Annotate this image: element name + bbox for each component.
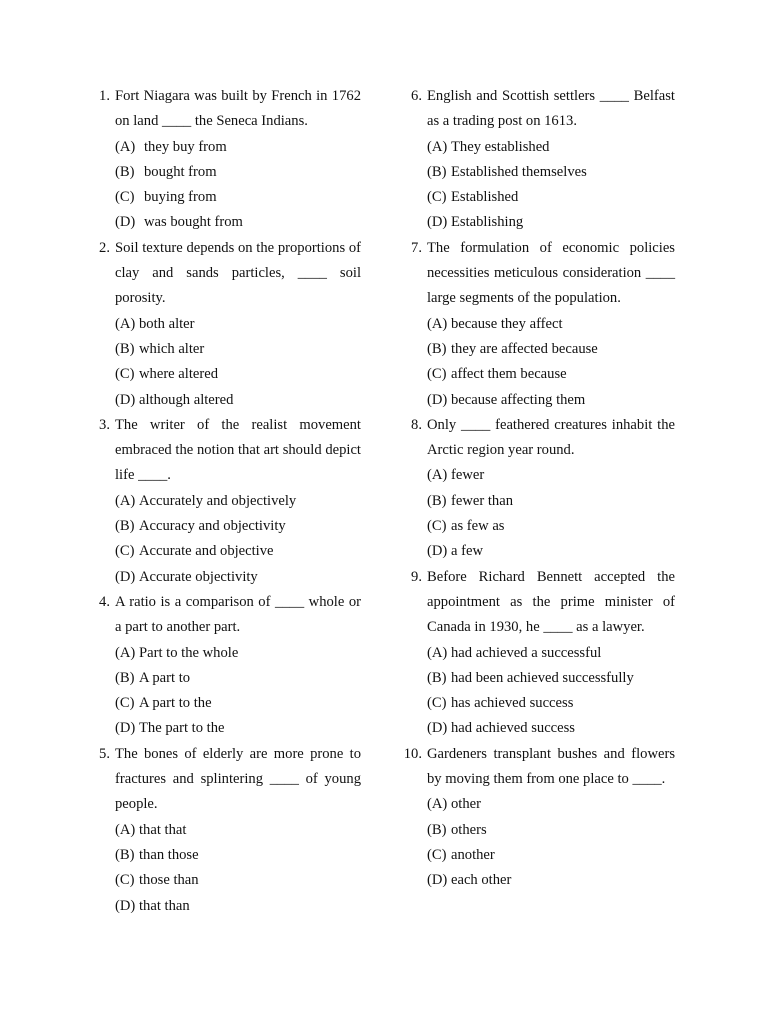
option-a[interactable]: (A) because they affect	[427, 315, 563, 332]
option-c[interactable]: (C) where altered	[115, 366, 218, 383]
question-4	[86, 590, 361, 742]
left-column	[86, 84, 361, 919]
question-10	[398, 742, 675, 894]
option-d[interactable]: (D) because affecting them	[427, 391, 586, 408]
option-b[interactable]: (B) than those	[115, 846, 199, 863]
option-a[interactable]: (A) Part to the whole	[115, 644, 239, 661]
option-b[interactable]: (B) A part to	[115, 669, 191, 686]
option-d[interactable]: (D) The part to the	[115, 720, 225, 737]
option-c[interactable]: (C) has achieved success	[427, 695, 574, 712]
option-b[interactable]: (B) they are affected because	[427, 340, 598, 357]
question-stem: Gardeners transplant bushes and flowers by moving them from one place to ____.	[427, 745, 675, 788]
question-stem: Only ____ feathered creatures inhabit the Arctic region year round.	[427, 416, 675, 459]
option-d[interactable]: (D) Accurate objectivity	[115, 568, 258, 585]
option-a[interactable]: (A) that that	[115, 821, 187, 838]
right-column	[398, 84, 675, 894]
option-d[interactable]: (D) although altered	[115, 391, 234, 408]
question-5	[86, 742, 361, 919]
question-9	[398, 565, 675, 742]
question-number: 9.	[411, 568, 422, 585]
question-number: 10.	[403, 745, 422, 762]
option-d[interactable]: (D) a few	[427, 543, 484, 560]
option-a[interactable]: (A) they buy from	[115, 138, 227, 155]
question-stem: Fort Niagara was built by French in 1762 on land ____ the Seneca Indians.	[115, 88, 361, 130]
option-b[interactable]: (B) others	[427, 821, 487, 838]
option-c[interactable]: (C) Accurate and objective	[115, 543, 274, 560]
option-c[interactable]: (C) A part to the	[115, 695, 212, 712]
question-8	[398, 413, 675, 565]
question-number: 6.	[411, 88, 422, 104]
question-stem: A ratio is a comparison of ____ whole or a part to another part.	[115, 593, 361, 636]
option-d[interactable]: (D) that than	[115, 897, 190, 914]
option-a[interactable]: (A) both alter	[115, 315, 195, 332]
option-c[interactable]: (C) buying from	[115, 189, 217, 206]
option-c[interactable]: (C) as few as	[427, 518, 505, 535]
option-b[interactable]: (B) Established themselves	[427, 163, 587, 180]
option-b[interactable]: (B) Accuracy and objectivity	[115, 518, 286, 535]
question-number: 3.	[99, 416, 110, 433]
question-7	[398, 236, 675, 413]
question-stem: English and Scottish settlers ____ Belfast as a trading post on 1613.	[427, 88, 675, 130]
option-b[interactable]: (B) fewer than	[427, 492, 513, 509]
option-a[interactable]: (A) had achieved a successful	[427, 644, 602, 661]
question-6	[398, 84, 675, 236]
question-number: 1.	[99, 88, 110, 104]
option-b[interactable]: (B) had been achieved successfully	[427, 669, 634, 686]
option-b[interactable]: (B) bought from	[115, 163, 217, 180]
option-d[interactable]: (D) was bought from	[115, 214, 243, 231]
option-c[interactable]: (C) those than	[115, 872, 199, 889]
option-c[interactable]: (C) Established	[427, 189, 519, 206]
question-number: 7.	[411, 239, 422, 256]
option-c[interactable]: (C) another	[427, 846, 495, 863]
option-d[interactable]: (D) each other	[427, 872, 512, 889]
question-stem: Before Richard Bennett accepted the appointment as the prime minister of Canada in 1930, he ____ as a lawyer.	[427, 568, 675, 636]
option-b[interactable]: (B) which alter	[115, 340, 205, 357]
question-number: 2.	[99, 239, 110, 256]
question-3	[86, 413, 361, 590]
question-2	[86, 236, 361, 413]
option-d[interactable]: (D) had achieved success	[427, 720, 575, 737]
option-a[interactable]: (A) They established	[427, 138, 550, 155]
question-number: 4.	[99, 593, 110, 610]
option-a[interactable]: (A) fewer	[427, 467, 485, 484]
question-stem: The writer of the realist movement embraced the notion that art should depict life ____.	[115, 416, 361, 484]
option-a[interactable]: (A) Accurately and objectively	[115, 492, 297, 509]
option-d[interactable]: (D) Establishing	[427, 214, 524, 231]
option-a[interactable]: (A) other	[427, 796, 481, 813]
question-number: 8.	[411, 416, 422, 433]
question-stem: The formulation of economic policies necessities meticulous consideration ____ large segments of the population.	[427, 239, 675, 307]
question-stem: Soil texture depends on the proportions of clay and sands particles, ____ soil porosity.	[115, 239, 361, 307]
question-1	[86, 84, 361, 236]
question-number: 5.	[99, 745, 110, 762]
question-stem: The bones of elderly are more prone to fractures and splintering ____ of young people.	[115, 745, 361, 813]
option-c[interactable]: (C) affect them because	[427, 366, 567, 383]
